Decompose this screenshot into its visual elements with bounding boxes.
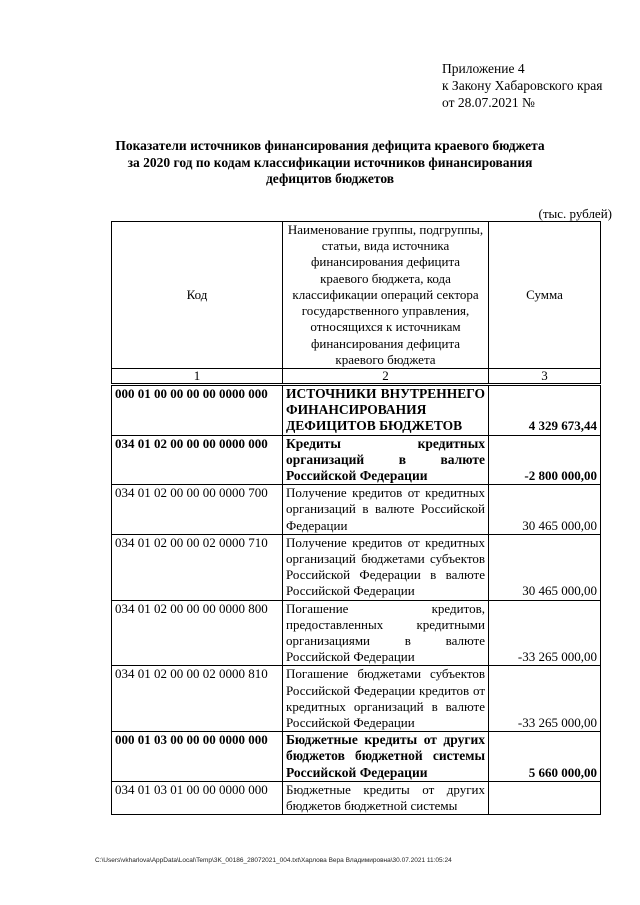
table-header-row bbox=[112, 222, 601, 369]
financing-table bbox=[111, 221, 601, 815]
cell-sum: -33 265 000,00 bbox=[489, 600, 601, 666]
cell-code: 034 01 02 00 00 02 0000 710 bbox=[112, 534, 283, 600]
cell-sum: 30 465 000,00 bbox=[489, 485, 601, 535]
cell-name: Погашение кредитов, предоставленных кредитными организациями в валюте Российской Федерации bbox=[283, 600, 489, 666]
table-row bbox=[112, 781, 601, 814]
cell-name: Получение кредитов от кредитных организаций бюджетами субъектов Российской Федерации в валюте Российской Федерации bbox=[283, 534, 489, 600]
column-number-1: 1 bbox=[112, 369, 283, 385]
cell-code: 000 01 00 00 00 00 0000 000 bbox=[112, 385, 283, 436]
cell-name: Бюджетные кредиты от других бюджетов бюджетной системы Российской Федерации bbox=[283, 732, 489, 782]
cell-sum bbox=[489, 781, 601, 814]
cell-name: ИСТОЧНИКИ ВНУТРЕННЕГО ФИНАНСИРОВАНИЯ ДЕФИЦИТОВ БЮДЖЕТОВ bbox=[283, 385, 489, 436]
table-row bbox=[112, 385, 601, 436]
table-row bbox=[112, 600, 601, 666]
cell-code: 034 01 02 00 00 02 0000 810 bbox=[112, 666, 283, 732]
cell-code: 000 01 03 00 00 00 0000 000 bbox=[112, 732, 283, 782]
cell-code: 034 01 02 00 00 00 0000 800 bbox=[112, 600, 283, 666]
column-number-row bbox=[112, 369, 601, 385]
cell-code: 034 01 02 00 00 00 0000 700 bbox=[112, 485, 283, 535]
header-sum: Сумма bbox=[489, 222, 601, 369]
appendix-date: от 28.07.2021 № bbox=[442, 95, 535, 110]
cell-name: Бюджетные кредиты от других бюджетов бюджетной системы bbox=[283, 781, 489, 814]
document-title: Показатели источников финансирования дефицита краевого бюджета за 2020 год по кодам классификации источников финансирования дефицитов бюджетов bbox=[115, 138, 545, 186]
table-row bbox=[112, 732, 601, 782]
cell-code: 034 01 02 00 00 00 0000 000 bbox=[112, 435, 283, 485]
cell-name: Кредиты кредитных организаций в валюте Российской Федерации bbox=[283, 435, 489, 485]
cell-name: Погашение бюджетами субъектов Российской Федерации кредитов от кредитных организаций в валюте Российской Федерации bbox=[283, 666, 489, 732]
file-path-footer: C:\Users\vkharlova\AppData\Local\Temp\3K_00186_28072021_004.txt\Харлова Вера Владимировна\30.07.2021 11:05:24 bbox=[95, 857, 452, 864]
units-label: (тыс. рублей) bbox=[538, 206, 612, 221]
table-row bbox=[112, 435, 601, 485]
table-row bbox=[112, 485, 601, 535]
cell-sum: 4 329 673,44 bbox=[489, 385, 601, 436]
appendix-law: к Закону Хабаровского края bbox=[442, 78, 603, 93]
cell-name: Получение кредитов от кредитных организаций в валюте Российской Федерации bbox=[283, 485, 489, 535]
column-number-2: 2 bbox=[283, 369, 489, 385]
table-row bbox=[112, 534, 601, 600]
header-code: Код bbox=[112, 222, 283, 369]
appendix-header bbox=[442, 60, 603, 111]
header-name: Наименование группы, подгруппы, статьи, вида источника финансирования дефицита краевого бюджета, кода классификации операций сектора государственного управления, относящихся к источникам финансирования дефицита краевого бюджета bbox=[283, 222, 489, 369]
table-row bbox=[112, 666, 601, 732]
cell-code: 034 01 03 01 00 00 0000 000 bbox=[112, 781, 283, 814]
column-number-3: 3 bbox=[489, 369, 601, 385]
cell-sum: -33 265 000,00 bbox=[489, 666, 601, 732]
cell-sum: 30 465 000,00 bbox=[489, 534, 601, 600]
appendix-number: Приложение 4 bbox=[442, 61, 525, 76]
cell-sum: -2 800 000,00 bbox=[489, 435, 601, 485]
cell-sum: 5 660 000,00 bbox=[489, 732, 601, 782]
